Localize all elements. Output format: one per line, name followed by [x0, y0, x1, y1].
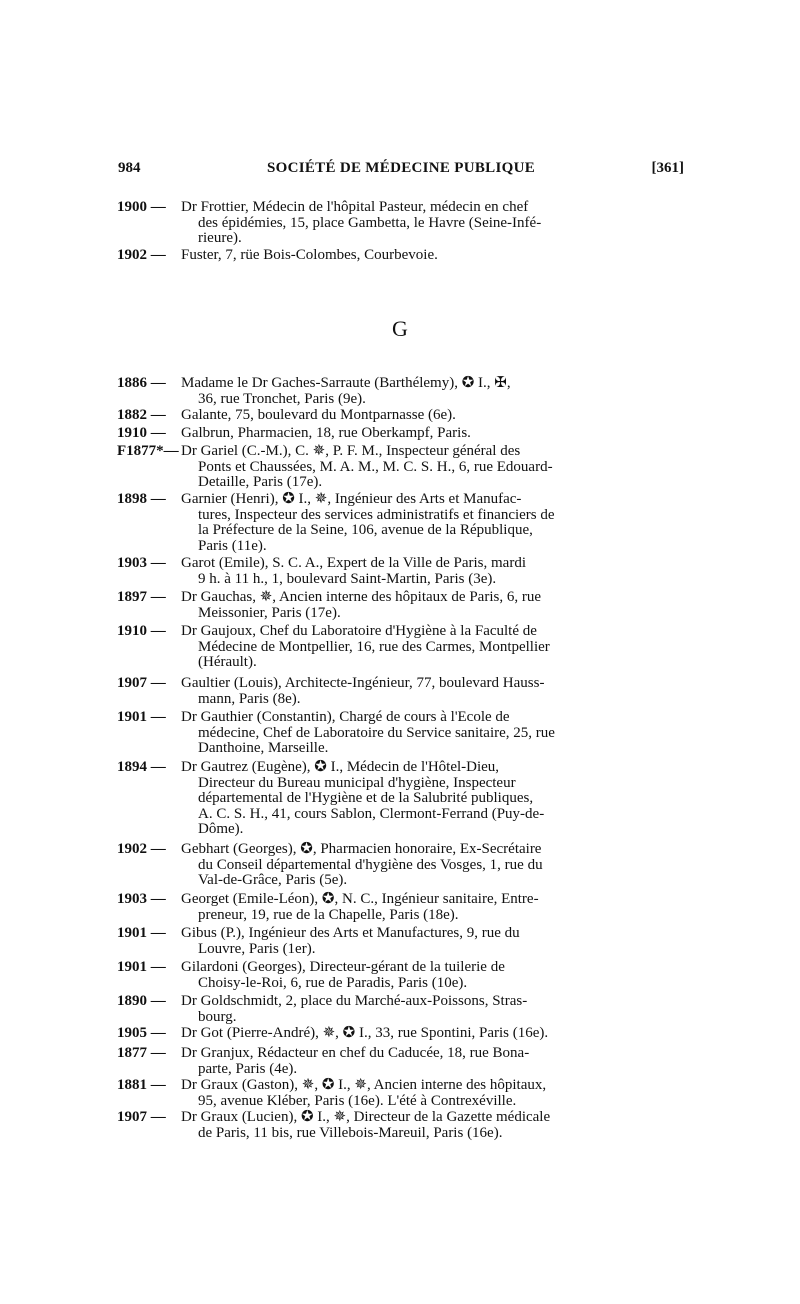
- entry-text: [181, 426, 685, 442]
- directory-entry: [117, 444, 685, 491]
- entry-text: [181, 676, 685, 707]
- entry-line: Dr Frottier, Médecin de l'hôpital Pasteur, médecin en chef: [181, 199, 529, 215]
- entry-line: Ponts et Chaussées, M. A. M., M. C. S. H., 6, rue Edouard-: [198, 458, 553, 475]
- entry-line: médecine, Chef de Laboratoire du Service sanitaire, 25, rue: [198, 724, 555, 741]
- entry-text: [181, 248, 685, 264]
- entry-line: Gebhart (Georges), ✪, Pharmacien honoraire, Ex-Secrétaire: [181, 841, 542, 857]
- entry-line: Dôme).: [198, 821, 244, 837]
- entry-line: Paris (11e).: [198, 537, 267, 554]
- entry-line: 36, rue Tronchet, Paris (9e).: [198, 390, 366, 407]
- directory-entry: [117, 892, 685, 923]
- entry-text: [181, 444, 685, 491]
- entry-line: Dr Gautrez (Eugène), ✪ I., Médecin de l'Hôtel-Dieu,: [181, 759, 500, 775]
- entry-line: bourg.: [198, 1008, 237, 1025]
- directory-entry: [117, 200, 685, 247]
- entry-year: 1890 —: [117, 993, 166, 1009]
- entry-year: 1910 —: [117, 623, 166, 639]
- entry-line: Meissonier, Paris (17e).: [198, 604, 341, 621]
- entry-text: [181, 556, 685, 587]
- entry-year: 1905 —: [117, 1025, 166, 1041]
- entry-line: Dr Graux (Lucien), ✪ I., ✵, Directeur de la Gazette médicale: [181, 1109, 551, 1125]
- entry-year: 1877 —: [117, 1045, 166, 1061]
- entry-text: [181, 926, 685, 957]
- entry-year: 1898 —: [117, 491, 166, 507]
- entry-year: 1901 —: [117, 709, 166, 725]
- entry-text: [181, 376, 685, 407]
- entry-text: [181, 1046, 685, 1077]
- entry-year: 1894 —: [117, 759, 166, 775]
- entry-line: départemental de l'Hygiène et de la Salubrité publiques,: [198, 790, 534, 806]
- entry-line: Gibus (P.), Ingénieur des Arts et Manufactures, 9, rue du: [181, 925, 520, 941]
- directory-entry: [117, 408, 685, 424]
- entry-line: Gilardoni (Georges), Directeur-gérant de la tuilerie de: [181, 959, 505, 975]
- entry-year: 1903 —: [117, 555, 166, 571]
- entry-line: Danthoine, Marseille.: [198, 740, 329, 756]
- directory-entry: [117, 842, 685, 889]
- entry-text: [181, 960, 685, 991]
- directory-entry: [117, 426, 685, 442]
- entry-year: 1907 —: [117, 1109, 166, 1125]
- entry-line: mann, Paris (8e).: [198, 690, 301, 707]
- entry-year: 1907 —: [117, 675, 166, 691]
- entry-year: 1900 —: [117, 199, 166, 215]
- entry-line: Gaultier (Louis), Architecte-Ingénieur, 77, boulevard Hauss-: [181, 675, 545, 691]
- entry-line: la Préfecture de la Seine, 106, avenue de la République,: [198, 522, 533, 538]
- entry-text: [181, 1110, 685, 1141]
- directory-entry: [117, 926, 685, 957]
- entry-line: preneur, 19, rue de la Chapelle, Paris (18e).: [198, 906, 459, 923]
- entry-year: 1902 —: [117, 841, 166, 857]
- section-number: [361]: [651, 160, 684, 176]
- entry-text: [181, 1078, 685, 1109]
- entry-line: Louvre, Paris (1er).: [198, 940, 316, 957]
- entry-line: Dr Gauchas, ✵, Ancien interne des hôpitaux de Paris, 6, rue: [181, 589, 541, 605]
- directory-entry: [117, 710, 685, 757]
- directory-entry: [117, 248, 685, 264]
- entry-line: A. C. S. H., 41, cours Sablon, Clermont-Ferrand (Puy-de-: [198, 805, 545, 822]
- entry-text: [181, 994, 685, 1025]
- entry-line: 95, avenue Kléber, Paris (16e). L'été à Contrexéville.: [198, 1092, 517, 1109]
- entry-text: [181, 624, 685, 671]
- entry-text: [181, 492, 685, 554]
- directory-entry: [117, 376, 685, 407]
- directory-entry: [117, 960, 685, 991]
- directory-entry: [117, 1026, 685, 1042]
- entry-year: 1886 —: [117, 375, 166, 391]
- directory-entry: [117, 676, 685, 707]
- entry-line: Galbrun, Pharmacien, 18, rue Oberkampf, Paris.: [181, 425, 471, 441]
- entry-line: 9 h. à 11 h., 1, boulevard Saint-Martin, Paris (3e).: [198, 570, 497, 587]
- directory-entry: [117, 1046, 685, 1077]
- entry-line: Dr Gauthier (Constantin), Chargé de cours à l'Ecole de: [181, 709, 510, 725]
- entry-line: Choisy-le-Roi, 6, rue de Paradis, Paris (10e).: [198, 974, 468, 991]
- entry-line: Georget (Emile-Léon), ✪, N. C., Ingénieur sanitaire, Entre-: [181, 891, 539, 907]
- entry-year: F1877*—: [117, 443, 179, 459]
- directory-entry: [117, 624, 685, 671]
- entry-line: Garot (Emile), S. C. A., Expert de la Ville de Paris, mardi: [181, 555, 526, 571]
- entry-line: Dr Gaujoux, Chef du Laboratoire d'Hygiène à la Faculté de: [181, 623, 537, 639]
- directory-entry: [117, 994, 685, 1025]
- entry-line: Dr Got (Pierre-André), ✵, ✪ I., 33, rue Spontini, Paris (16e).: [181, 1025, 549, 1041]
- entry-line: Val-de-Grâce, Paris (5e).: [198, 872, 348, 888]
- directory-entry: [117, 1110, 685, 1141]
- entry-text: [181, 590, 685, 621]
- entry-text: [181, 710, 685, 757]
- page-header: [118, 160, 684, 182]
- page-number: 984: [118, 160, 141, 176]
- entry-line: Galante, 75, boulevard du Montparnasse (6e).: [181, 407, 456, 423]
- entry-year: 1902 —: [117, 247, 166, 263]
- directory-entry: [117, 760, 685, 838]
- entry-line: du Conseil départemental d'hygiène des Vosges, 1, rue du: [198, 856, 543, 873]
- entry-text: [181, 200, 685, 247]
- entry-text: [181, 760, 685, 838]
- entry-line: (Hérault).: [198, 654, 257, 670]
- entry-line: Dr Goldschmidt, 2, place du Marché-aux-Poissons, Stras-: [181, 993, 528, 1009]
- section-letter-heading: G: [392, 316, 408, 341]
- entry-year: 1910 —: [117, 425, 166, 441]
- entry-line: Dr Graux (Gaston), ✵, ✪ I., ✵, Ancien interne des hôpitaux,: [181, 1077, 547, 1093]
- directory-entry: [117, 590, 685, 621]
- entry-line: Directeur du Bureau municipal d'hygiène, Inspecteur: [198, 774, 516, 791]
- entry-line: des épidémies, 15, place Gambetta, le Havre (Seine-Infé-: [198, 214, 542, 231]
- entry-line: Dr Gariel (C.-M.), C. ✵, P. F. M., Inspecteur général des: [181, 443, 521, 459]
- entry-line: Médecine de Montpellier, 16, rue des Carmes, Montpellier: [198, 638, 550, 655]
- entry-line: Madame le Dr Gaches-Sarraute (Barthélemy), ✪ I., ✠,: [181, 375, 511, 391]
- entry-year: 1882 —: [117, 407, 166, 423]
- entry-line: rieure).: [198, 230, 242, 246]
- entry-line: Fuster, 7, rüe Bois-Colombes, Courbevoie.: [181, 247, 438, 263]
- directory-entry: [117, 1078, 685, 1109]
- entry-line: Garnier (Henri), ✪ I., ✵, Ingénieur des Arts et Manufac-: [181, 491, 522, 507]
- entry-year: 1901 —: [117, 925, 166, 941]
- directory-entry: [117, 492, 685, 554]
- running-title: SOCIÉTÉ DE MÉDECINE PUBLIQUE: [266, 160, 536, 176]
- entry-line: Detaille, Paris (17e).: [198, 474, 323, 490]
- entry-line: Dr Granjux, Rédacteur en chef du Caducée, 18, rue Bona-: [181, 1045, 530, 1061]
- entry-year: 1897 —: [117, 589, 166, 605]
- entry-text: [181, 892, 685, 923]
- entry-text: [181, 842, 685, 889]
- entry-line: parte, Paris (4e).: [198, 1060, 298, 1077]
- entry-line: tures, Inspecteur des services administratifs et financiers de: [198, 506, 555, 523]
- entry-line: de Paris, 11 bis, rue Villebois-Mareuil, Paris (16e).: [198, 1124, 503, 1141]
- entry-year: 1881 —: [117, 1077, 166, 1093]
- entry-text: [181, 1026, 685, 1042]
- directory-entry: [117, 556, 685, 587]
- entry-year: 1901 —: [117, 959, 166, 975]
- entry-text: [181, 408, 685, 424]
- entry-year: 1903 —: [117, 891, 166, 907]
